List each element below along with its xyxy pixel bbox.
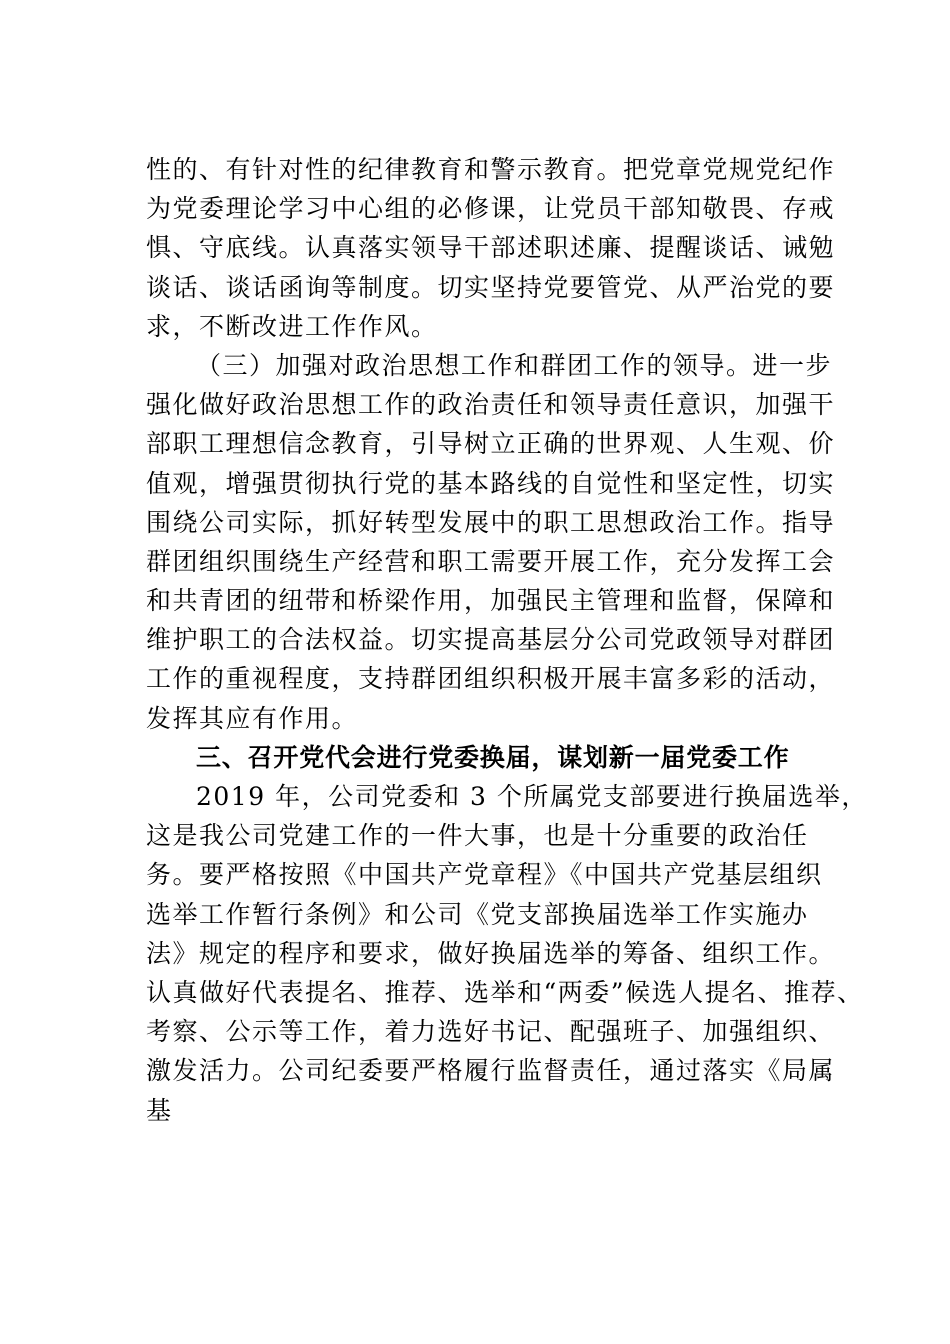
paragraph-line: 和共青团的纽带和桥梁作用，加强民主管理和监督，保障和 [146, 586, 836, 616]
paragraph-line: 基 [146, 1095, 173, 1125]
paragraph-line: 群团组织围绕生产经营和职工需要开展工作，充分发挥工会 [146, 546, 836, 576]
section-heading: 三、召开党代会进行党委换届，谋划新一届党委工作 [196, 742, 790, 772]
paragraph-line: 法》规定的程序和要求，做好换届选举的筹备、组织工作。 [146, 938, 836, 968]
paragraph-line: 值观，增强贯彻执行党的基本路线的自觉性和坚定性，切实 [146, 468, 836, 498]
paragraph-line: 谈话、谈话函询等制度。切实坚持党要管党、从严治党的要 [146, 272, 836, 302]
paragraph-line: 强化做好政治思想工作的政治责任和领导责任意识，加强干 [146, 390, 836, 420]
paragraph-line: 惧、守底线。认真落实领导干部述职述廉、提醒谈话、诫勉 [146, 233, 836, 263]
paragraph-line: 考察、公示等工作，着力选好书记、配强班子、加强组织、 [146, 1017, 836, 1047]
paragraph-line: 2019 年，公司党委和 3 个所属党支部要进行换届选举， [196, 782, 868, 811]
paragraph-line: 发挥其应有作用。 [146, 703, 359, 733]
subsection-heading-line: （三）加强对政治思想工作和群团工作的领导。进一步 [196, 350, 833, 380]
paragraph-line: 认真做好代表提名、推荐、选举和“两委”候选人提名、推荐、 [146, 977, 864, 1007]
paragraph-line: 务。要严格按照《中国共产党章程》《中国共产党基层组织 [146, 860, 823, 890]
paragraph-line: 围绕公司实际，抓好转型发展中的职工思想政治工作。指导 [146, 507, 836, 537]
paragraph-line: 性的、有针对性的纪律教育和警示教育。把党章党规党纪作 [146, 155, 836, 184]
paragraph-line: 求，不断改进工作作风。 [146, 311, 438, 341]
paragraph-line: 为党委理论学习中心组的必修课，让党员干部知敬畏、存戒 [146, 194, 836, 224]
document-body [146, 150, 868, 1130]
paragraph-line: 这是我公司党建工作的一件大事，也是十分重要的政治任 [146, 821, 809, 851]
paragraph-line: 激发活力。公司纪委要严格履行监督责任，通过落实《局属 [146, 1056, 836, 1086]
paragraph-line: 工作的重视程度，支持群团组织积极开展丰富多彩的活动， [146, 664, 836, 694]
paragraph-line: 部职工理想信念教育，引导树立正确的世界观、人生观、价 [146, 429, 836, 459]
paragraph-line: 选举工作暂行条例》和公司《党支部换届选举工作实施办 [146, 899, 809, 929]
paragraph-line: 维护职工的合法权益。切实提高基层分公司党政领导对群团 [146, 625, 836, 655]
